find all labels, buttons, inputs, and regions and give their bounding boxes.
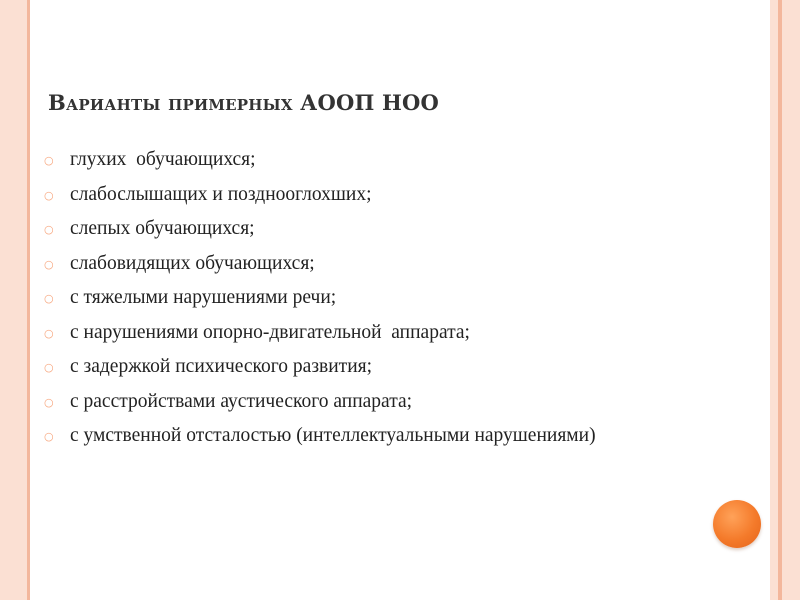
list-item-text: с умственной отсталостью (интеллектуальными нарушениями) [70,425,596,446]
ring-bullet-icon: ○ [44,154,54,167]
list-item [44,218,684,240]
list-item [44,322,684,344]
slide-title: Варианты примерных АООП НОО [48,90,440,115]
list-item [44,184,684,206]
list-item-text: с расстройствами аустического аппарата; [70,390,413,412]
list-item-text: слабослышащих и позднооглохших; [70,183,372,205]
list-item [44,149,684,171]
list-item-text: слепых обучающихся; [70,218,255,239]
list-item-text: глухих обучающихся; [70,149,256,170]
list-item [44,391,684,413]
ring-bullet-icon: ○ [44,361,54,374]
left-border-stripe [0,0,27,600]
ring-bullet-icon: ○ [44,395,54,409]
bullet-list [44,149,684,460]
ring-bullet-icon: ○ [44,223,54,236]
ring-bullet-icon: ○ [44,326,54,340]
ring-bullet-icon: ○ [44,257,54,271]
list-item-text: с нарушениями опорно-двигательной аппарата; [70,321,470,343]
ring-bullet-icon: ○ [44,188,54,202]
right-border-stripe-outer [782,0,800,600]
ring-bullet-icon: ○ [44,292,54,305]
list-item-text: с тяжелыми нарушениями речи; [70,287,337,308]
list-item [44,253,684,275]
right-border-stripe-inner [770,0,778,600]
list-item [44,287,684,309]
list-item [44,425,684,447]
orange-circle-decoration [713,500,761,548]
list-item-text: с задержкой психического развития; [70,356,373,377]
ring-bullet-icon: ○ [44,430,54,443]
left-border-edge [27,0,30,600]
list-item-text: слабовидящих обучающихся; [70,252,315,274]
list-item [44,356,684,378]
